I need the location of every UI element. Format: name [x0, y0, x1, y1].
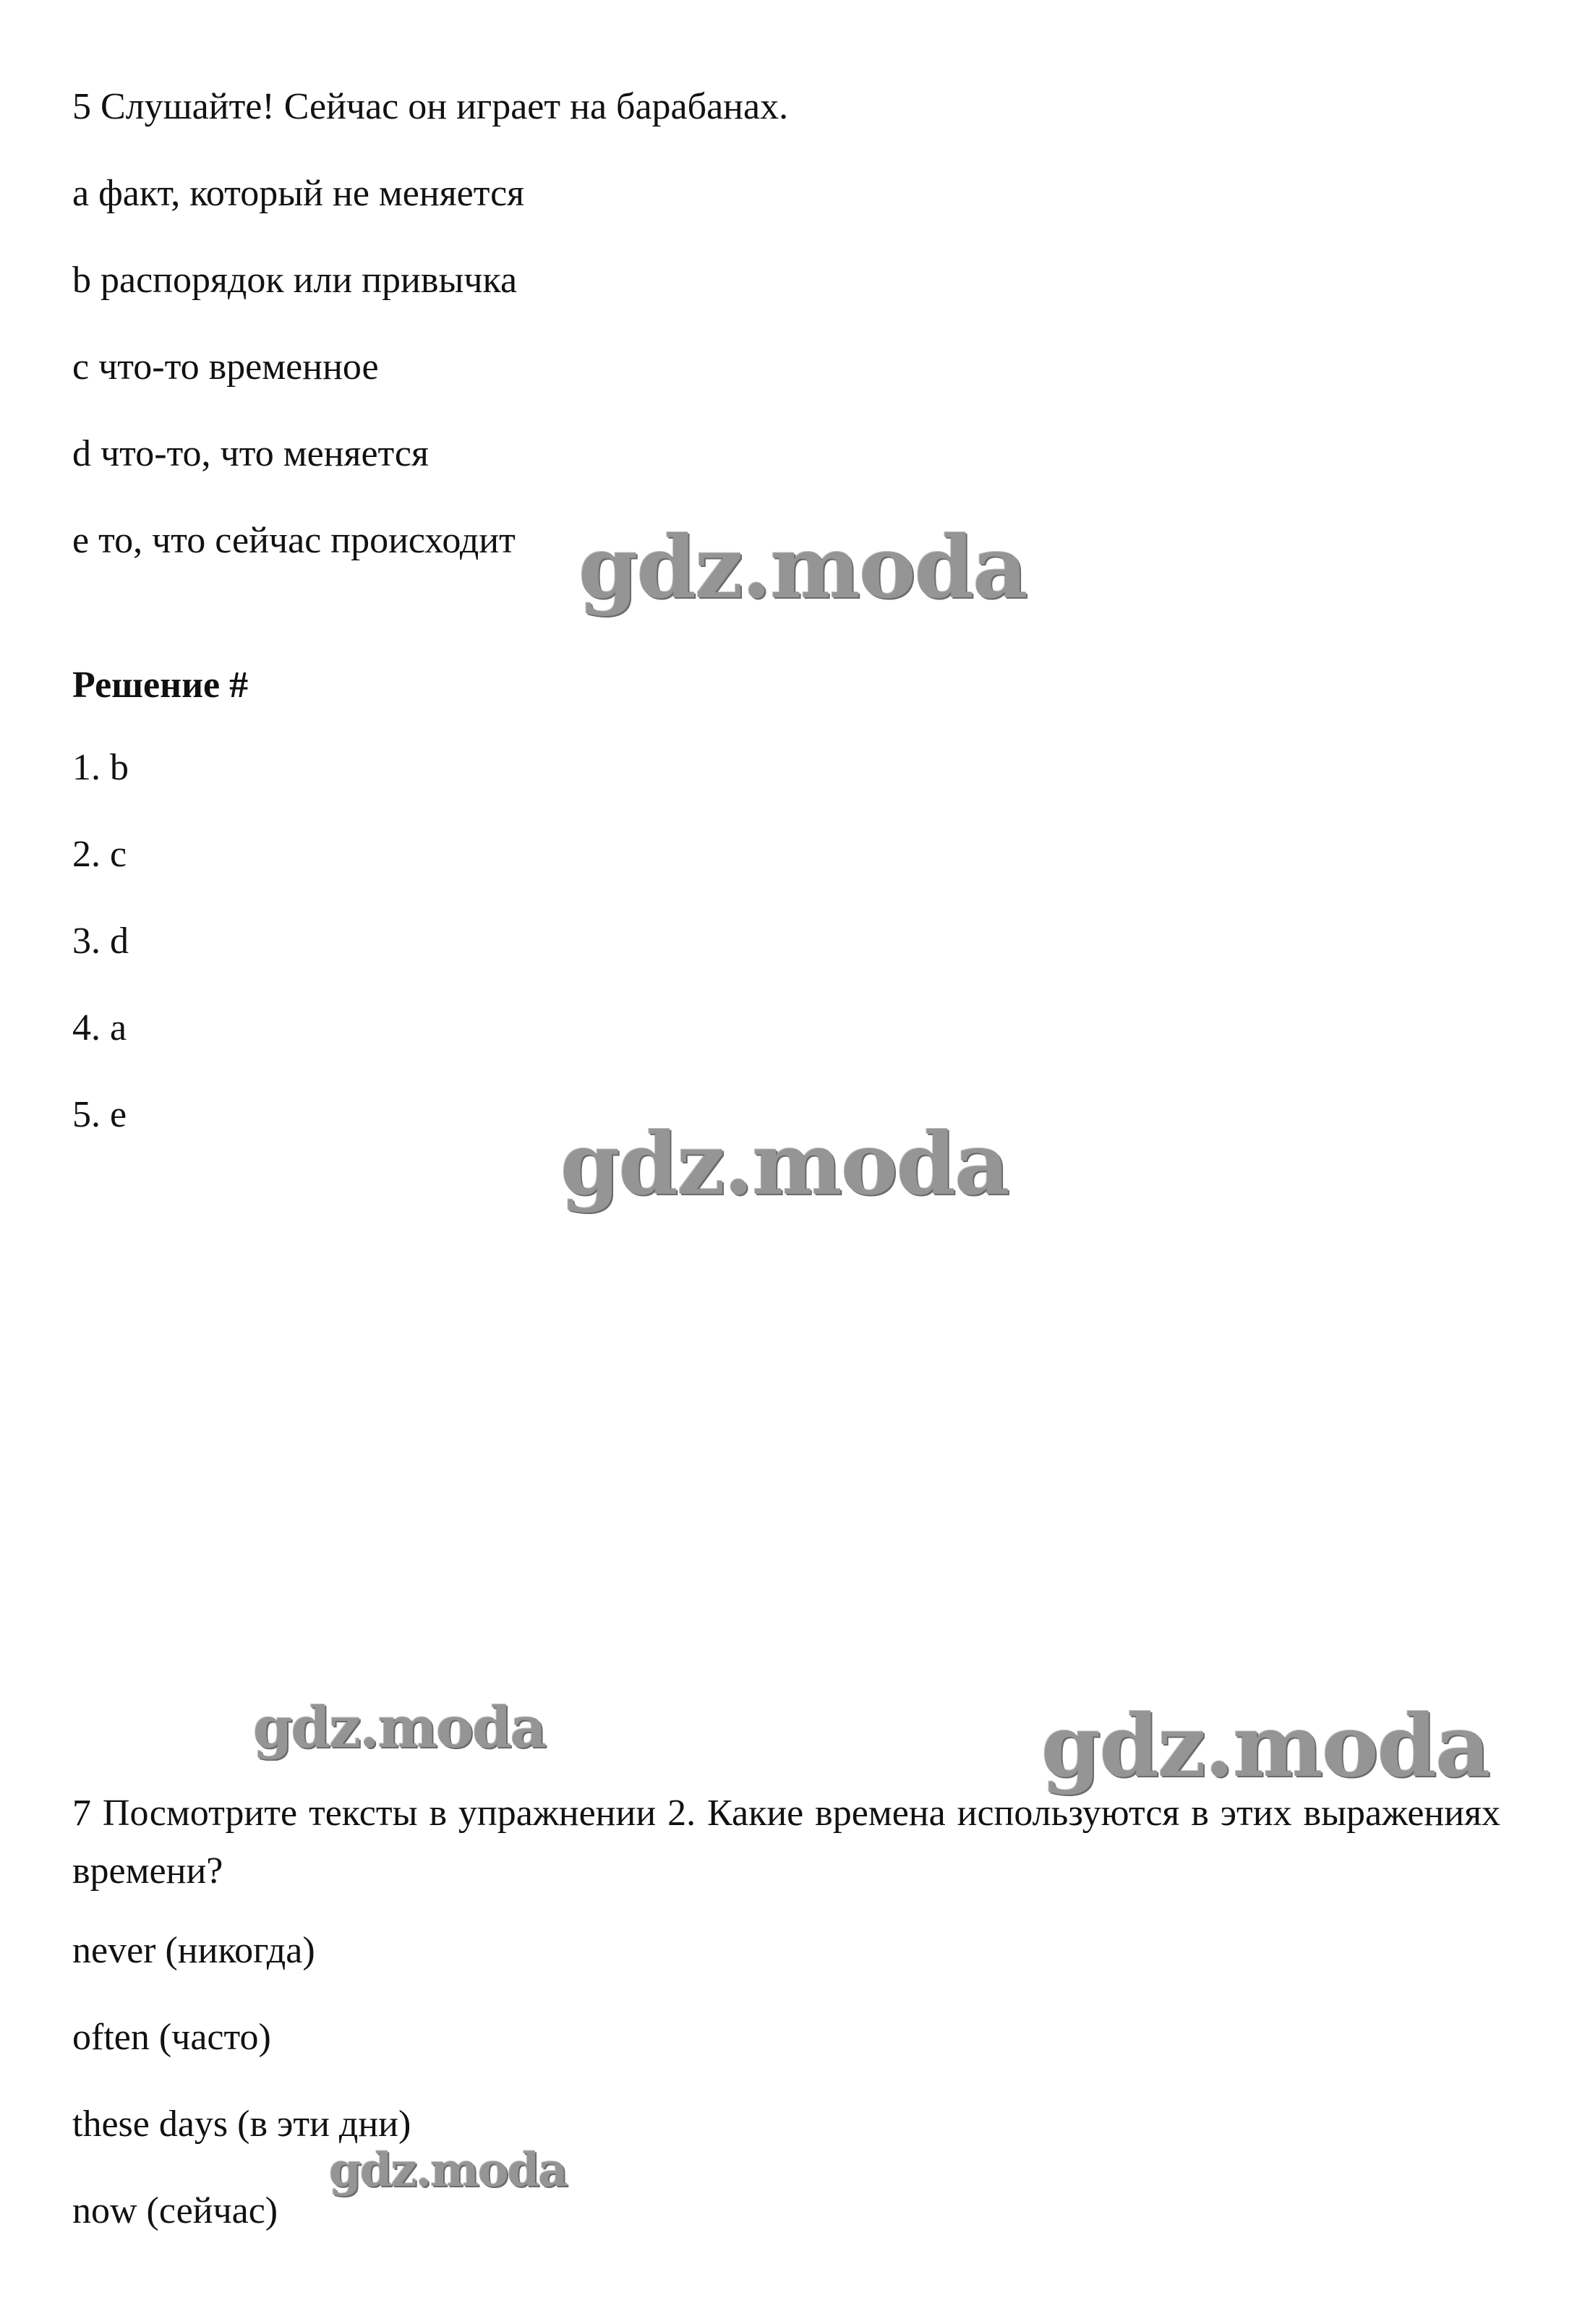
solution-answer-1: 1. b [72, 747, 129, 788]
question7-expression-often: often (часто) [72, 2017, 271, 2058]
watermark-logo: gdz.moda [253, 1695, 546, 1761]
question5-prompt: 5 Слушайте! Сейчас он играет на барабанах. [72, 86, 789, 127]
watermark-logo: gdz.moda [560, 1114, 1009, 1214]
solution-answer-3: 3. d [72, 920, 129, 962]
solution-answer-4: 4. a [72, 1007, 127, 1048]
question5-option-a: a факт, который не меняется [72, 173, 525, 214]
question5-option-e: e то, что сейчас происходит [72, 520, 516, 561]
solution-answer-5: 5. e [72, 1094, 127, 1135]
question5-option-b: b распорядок или привычка [72, 260, 518, 301]
watermark-logo: gdz.moda [1041, 1696, 1490, 1796]
question7-expression-now: now (сейчас) [72, 2190, 278, 2231]
question7-prompt: 7 Посмотрите тексты в упражнении 2. Какие времена используются в этих выражениях времени? [72, 1793, 1500, 1892]
question7-expression-never: never (никогда) [72, 1930, 315, 1971]
watermark-logo: gdz.moda [578, 517, 1027, 618]
question5-option-d: d что-то, что меняется [72, 433, 429, 474]
watermark-logo: gdz.moda [329, 2143, 567, 2197]
solution-answer-2: 2. c [72, 834, 127, 875]
question7-expression-these-days: these days (в эти дни) [72, 2103, 411, 2145]
question5-option-c: c что-то временное [72, 346, 379, 388]
solution-heading: Решение # [72, 665, 249, 706]
